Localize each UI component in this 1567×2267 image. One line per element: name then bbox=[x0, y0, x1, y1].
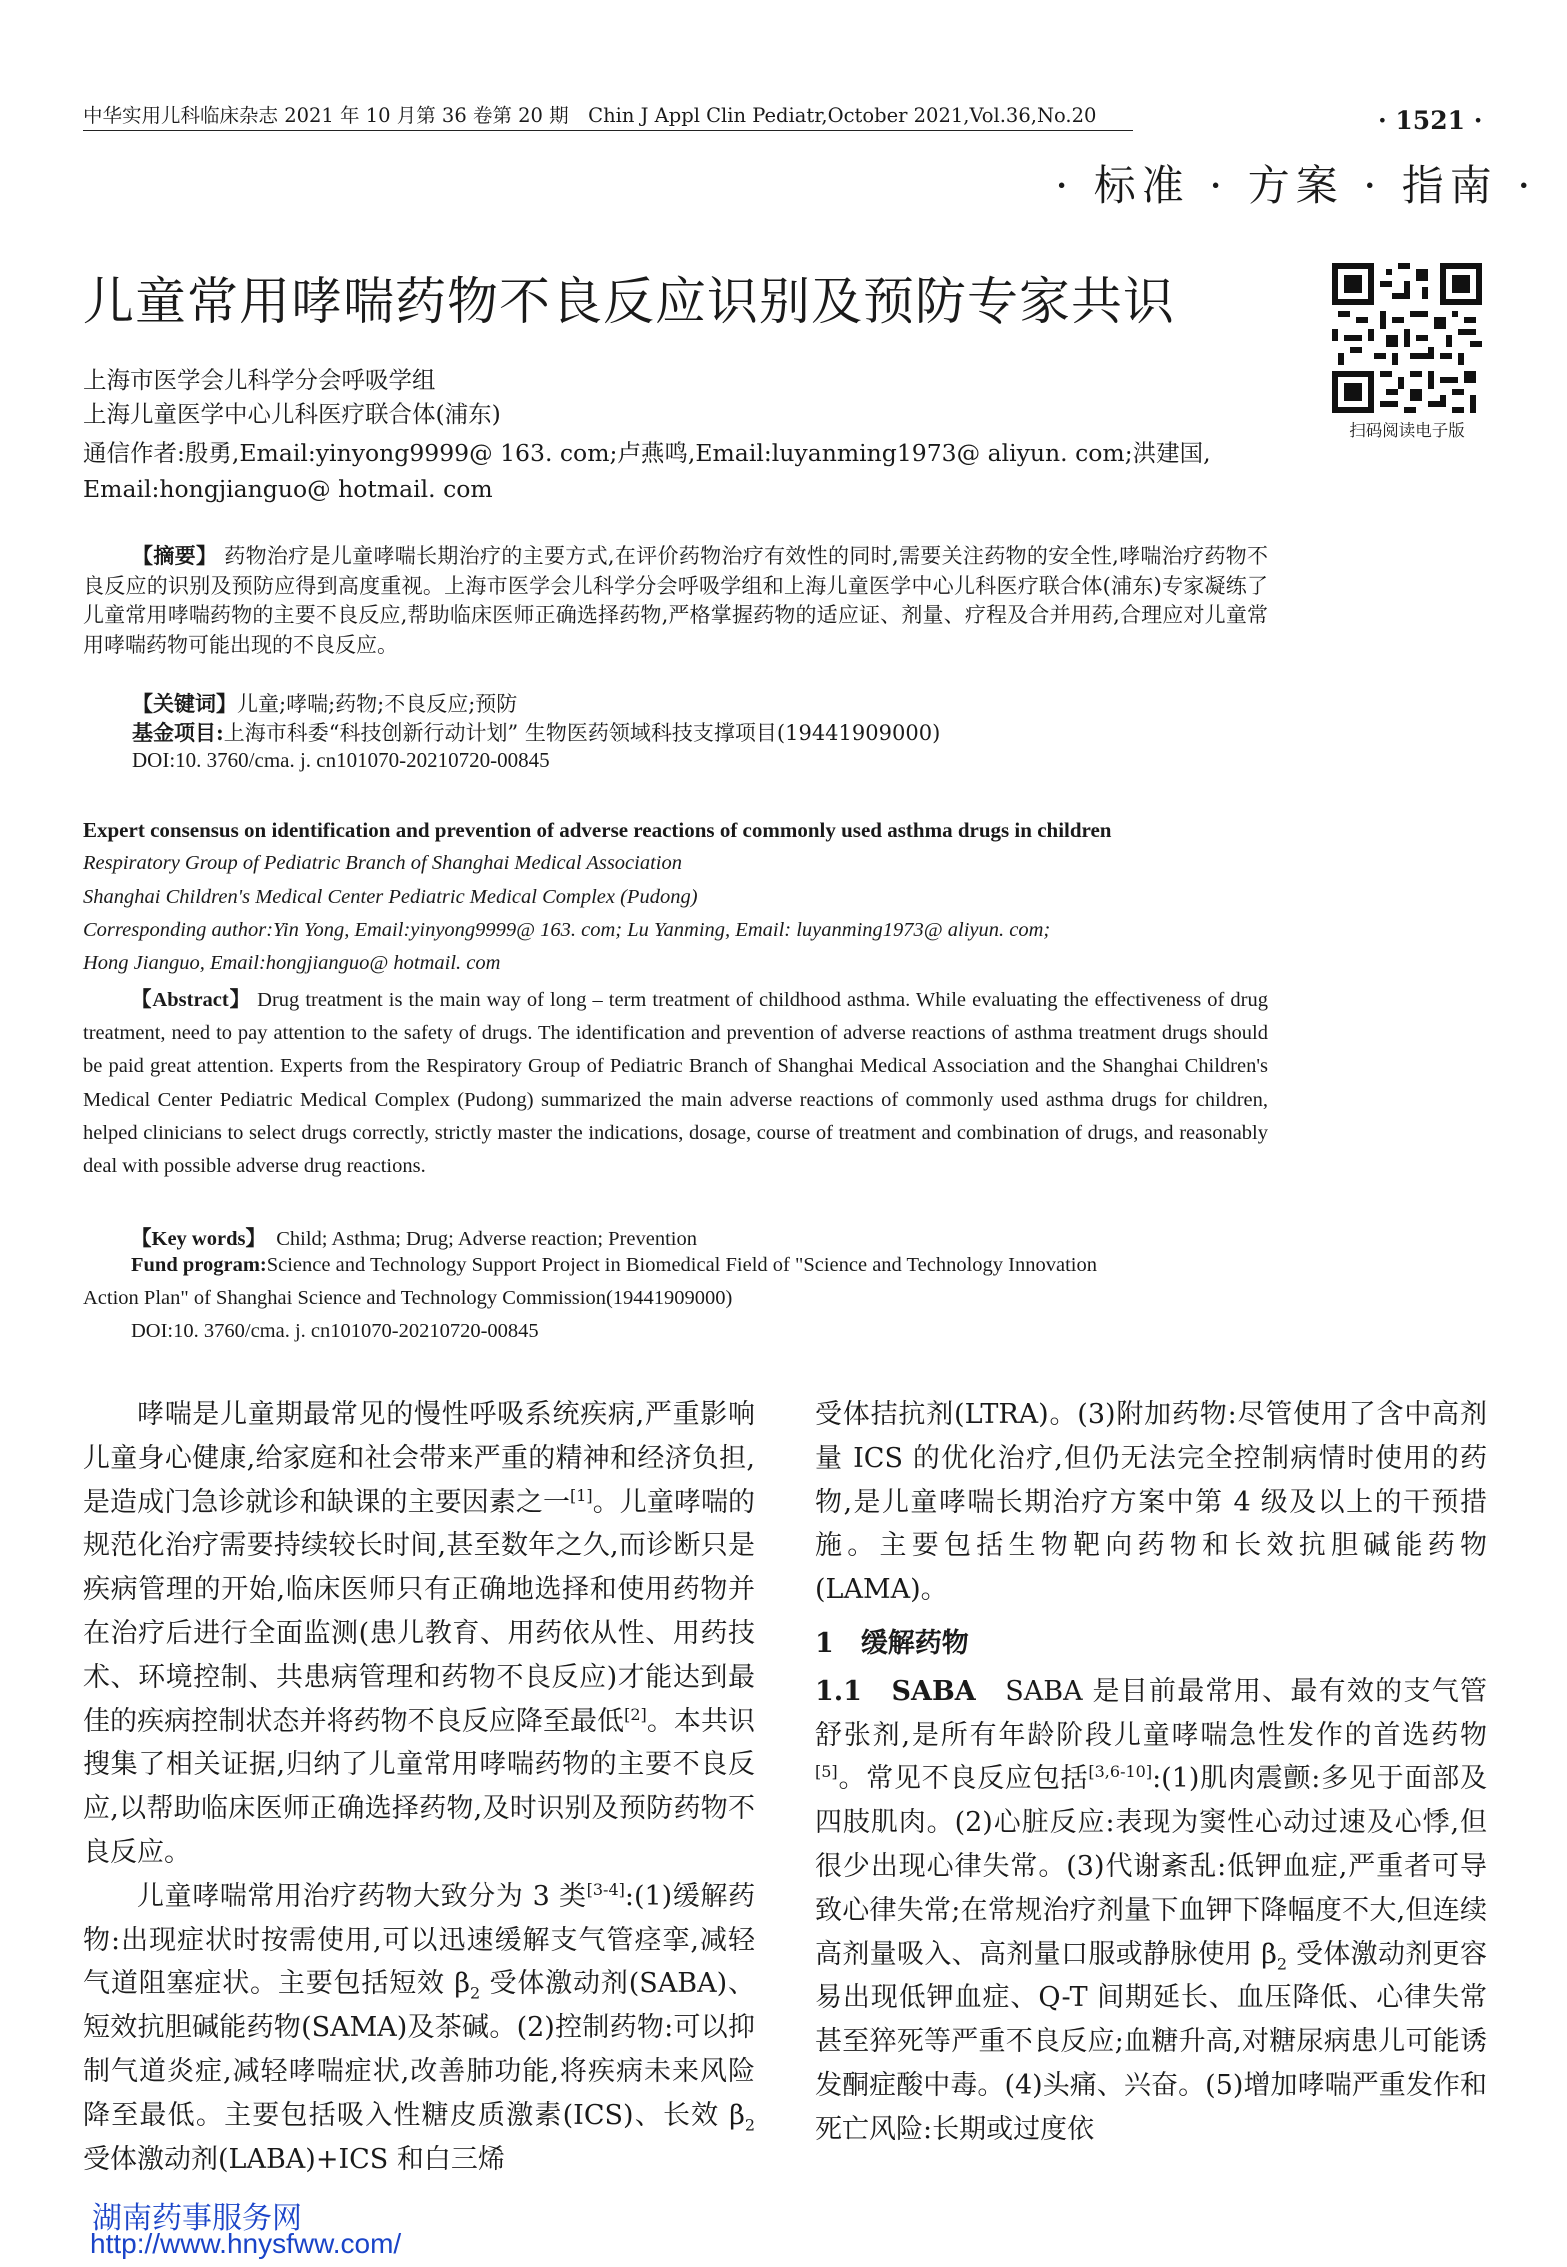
watermark-url[interactable]: http://www.hnysfww.com/ bbox=[90, 2228, 402, 2259]
fund-label: 基金项目: bbox=[132, 720, 224, 745]
english-correspondence-1: Corresponding author:Yin Yong, Email:yinyong9999@ 163. com; Lu Yanming, Email: luyanming1973@ aliyun. com; bbox=[83, 919, 1051, 941]
abstract-en-label: 【Abstract】 bbox=[131, 989, 252, 1011]
citation: [2] bbox=[624, 1704, 647, 1724]
fund-cn bbox=[132, 717, 940, 747]
body-paragraph: 1.1 SABA SABA 是目前最常用、最有效的支气管舒张剂,是所有年龄阶段儿童哮喘急性发作的首选药物[5]。常见不良反应包括[3,6-10]:(1)肌肉震颤:多见于面部及四肢肌肉。(2)心脏反应:表现为窦性心动过速及心悸,但很少出现心律失常。(3)代谢紊乱:低钾血症,严重者可导致心律失常;在常规治疗剂量下血钾下降幅度不大,但连续高剂量吸入、高剂量口服或静脉使用 $\beta_2$ 受体激动剂更容易出现低钾血症、Q-T 间期延长、血压降低、心律失常甚至猝死等严重不良反应;血糖升高,对糖尿病患儿可能诱发酮症酸中毒。(4)头痛、兴奋。(5)增加哮喘严重发作和死亡风险:长期或过度依 bbox=[815, 1675, 1487, 2145]
affiliation-2: 上海儿童医学中心儿科医疗联合体(浦东) bbox=[83, 400, 501, 428]
body-right-column bbox=[815, 1393, 1487, 2152]
abstract-cn bbox=[83, 541, 1268, 660]
qr-code-icon[interactable] bbox=[1332, 263, 1482, 413]
page-number: · 1521 · bbox=[1378, 106, 1483, 135]
fund-text: 上海市科委“科技创新行动计划” 生物医药领域科技支撑项目(19441909000) bbox=[223, 721, 941, 745]
keywords-en-label: 【Key words】 bbox=[131, 1228, 266, 1250]
column-heading: · 标准 · 方案 · 指南 · bbox=[1055, 161, 1537, 210]
watermark-name: 湖南药事服务网 bbox=[92, 2201, 302, 2236]
keywords-text: 儿童;哮喘;药物;不良反应;预防 bbox=[237, 692, 518, 716]
doi-en: DOI:10. 3760/cma. j. cn101070-20210720-00845 bbox=[131, 1320, 539, 1342]
citation: [3,6-10] bbox=[1088, 1762, 1153, 1782]
citation: [3-4] bbox=[586, 1879, 625, 1899]
fund-en-label: Fund program: bbox=[131, 1254, 267, 1276]
abstract-en-text: Drug treatment is the main way of long – term treatment of childhood asthma. While evaluating the effectiveness of drug treatment, need to pay attention to the safety of drugs. The identification and prevention of adverse reactions of asthma treatment drugs should be paid great attention. Experts from the Respiratory Group of Pediatric Branch of Shanghai Medical Association and the Shanghai Children's Medical Center Pediatric Medical Complex (Pudong) summarized the main adverse reactions of commonly used asthma drugs for children, helped clinicians to select drugs correctly, strictly master the indications, dosage, course of treatment and combination of drugs, and reasonably deal with possible adverse drug reactions. bbox=[83, 989, 1268, 1178]
english-affiliation-2: Shanghai Children's Medical Center Pediatric Medical Complex (Pudong) bbox=[83, 886, 698, 908]
subsection-heading: 1.1 SABA bbox=[815, 1675, 976, 1707]
keywords-label: 【关键词】 bbox=[132, 691, 237, 716]
abstract-label: 【摘要】 bbox=[132, 543, 218, 568]
qr-caption: 扫码阅读电子版 bbox=[1349, 421, 1465, 440]
english-correspondence-2: Hong Jianguo, Email:hongjianguo@ hotmail. com bbox=[83, 952, 501, 974]
doi-cn: DOI:10. 3760/cma. j. cn101070-20210720-00845 bbox=[132, 748, 550, 772]
correspondence-line: 通信作者:殷勇,Email:yinyong9999@ 163. com;卢燕鸣,Email:luyanming1973@ aliyun. com;洪建国, bbox=[83, 439, 1211, 467]
english-title: Expert consensus on identification and prevention of adverse reactions of commonly used asthma drugs in children bbox=[83, 818, 1112, 842]
affiliation-1: 上海市医学会儿科学分会呼吸学组 bbox=[83, 366, 436, 394]
correspondence bbox=[83, 435, 1283, 507]
correspondence-line: Email:hongjianguo@ hotmail. com bbox=[83, 475, 493, 503]
keywords-en-text: Child; Asthma; Drug; Adverse reaction; Prevention bbox=[276, 1228, 697, 1250]
citation: [5] bbox=[815, 1762, 838, 1782]
abstract-en bbox=[83, 984, 1268, 1183]
body-paragraph: 受体拮抗剂(LTRA)。(3)附加药物:尽管使用了含中高剂量 ICS 的优化治疗,但仍无法完全控制病情时使用的药物,是儿童哮喘长期治疗方案中第 4 级及以上的干预措施。主要包括生物靶向药物和长效抗胆碱能药物(LAMA)。 bbox=[815, 1399, 1487, 1606]
keywords-cn bbox=[132, 688, 517, 718]
section-heading: 1 缓解药物 bbox=[815, 1627, 969, 1659]
body-paragraph: 儿童哮喘常用治疗药物大致分为 3 类[3-4]:(1)缓解药物:出现症状时按需使用,可以迅速缓解支气管痉挛,减轻气道阻塞症状。主要包括短效 $\beta_2$ 受体激动剂(SABA)、短效抗胆碱能药物(SAMA)及茶碱。(2)控制药物:可以抑制气道炎症,减轻哮喘症状,改善肺功能,将疾病未来风险降至最低。主要包括吸入性糖皮质激素(ICS)、长效 $\beta_2$ 受体激动剂(LABA)+ICS 和白三烯 bbox=[83, 1879, 756, 2175]
keywords-en bbox=[131, 1221, 697, 1251]
body-paragraph: 哮喘是儿童期最常见的慢性呼吸系统疾病,严重影响儿童身心健康,给家庭和社会带来严重的精神和经济负担,是造成门急诊就诊和缺课的主要因素之一[1]。儿童哮喘的规范化治疗需要持续较长时间,甚至数年之久,而诊断只是疾病管理的开始,临床医师只有正确地选择和使用药物并在治疗后进行全面监测(患儿教育、用药依从性、用药技术、环境控制、共患病管理和药物不良反应)才能达到最佳的疾病控制状态并将药物不良反应降至最低[2]。本共识搜集了相关证据,归纳了儿童常用哮喘药物的主要不良反应,以帮助临床医师正确选择药物,及时识别及预防药物不良反应。 bbox=[83, 1399, 756, 1868]
fund-en-cont: Action Plan" of Shanghai Science and Technology Commission(19441909000) bbox=[83, 1287, 733, 1309]
body-left-column bbox=[83, 1393, 755, 2181]
article-title: 儿童常用哮喘药物不良反应识别及预防专家共识 bbox=[83, 273, 1176, 332]
fund-en bbox=[131, 1254, 1097, 1277]
abstract-text: 药物治疗是儿童哮喘长期治疗的主要方式,在评价药物治疗有效性的同时,需要关注药物的安全性,哮喘治疗药物不良反应的识别及预防应得到高度重视。上海市医学会儿科学分会呼吸学组和上海儿童医学中心儿科医疗联合体(浦东)专家凝练了儿童常用哮喘药物的主要不良反应,帮助临床医师正确选择药物,严格掌握药物的适应证、剂量、疗程及合并用药,合理应对儿童常用哮喘药物可能出现的不良反应。 bbox=[83, 544, 1268, 657]
running-head: 中华实用儿科临床杂志 2021 年 10 月第 36 卷第 20 期 Chin J Appl Clin Pediatr,October 2021,Vol.36,No.20 bbox=[83, 100, 1133, 131]
citation: [1] bbox=[570, 1485, 593, 1505]
english-affiliation-1: Respiratory Group of Pediatric Branch of Shanghai Medical Association bbox=[83, 852, 682, 874]
fund-en-text: Science and Technology Support Project in Biomedical Field of "Science and Technology Innovation bbox=[266, 1254, 1097, 1276]
